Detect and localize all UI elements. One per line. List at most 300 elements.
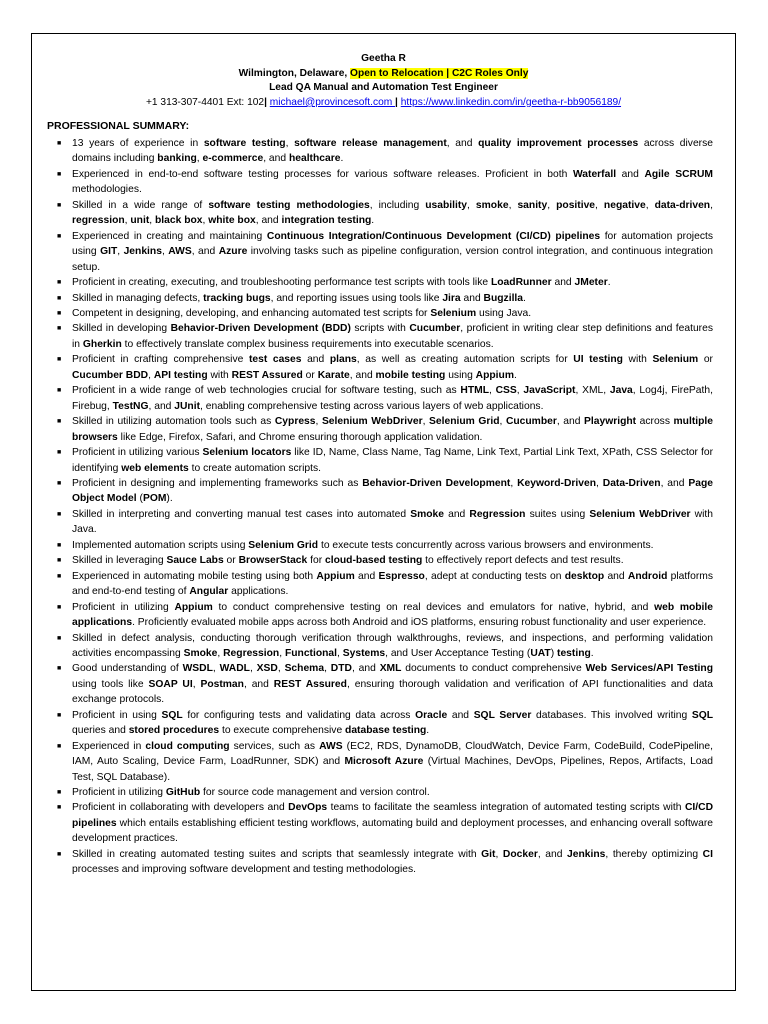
bullet-icon: ■ bbox=[57, 170, 62, 178]
summary-bullet bbox=[57, 414, 713, 445]
bullet-text: , bbox=[324, 663, 331, 675]
bullet-text: Regression bbox=[223, 647, 280, 659]
bullet-text: . Proficiently evaluated mobile apps across both Android and iOS platforms, ensuring robust functionality and user experience. bbox=[132, 617, 707, 629]
relocation-highlight: Open to Relocation | C2C Roles Only bbox=[350, 67, 529, 79]
bullet-text: WSDL bbox=[182, 663, 213, 675]
bullet-text: , bbox=[508, 199, 518, 211]
bullet-icon: ■ bbox=[57, 309, 62, 317]
bullet-text: Cucumber BDD bbox=[72, 369, 149, 381]
bullet-text: , bbox=[467, 199, 476, 211]
summary-bullet bbox=[57, 847, 713, 878]
bullet-text: unit bbox=[130, 215, 150, 227]
bullet-icon: ■ bbox=[57, 356, 62, 364]
summary-bullet bbox=[57, 306, 713, 321]
bullet-text: Cucumber bbox=[505, 416, 557, 428]
bullet-icon: ■ bbox=[57, 804, 62, 812]
bullet-text: . bbox=[523, 292, 526, 304]
bullet-text: , bbox=[279, 647, 285, 659]
bullet-text: usability bbox=[425, 199, 468, 211]
bullet-text: database testing bbox=[345, 725, 427, 737]
bullet-text: SQL Server bbox=[473, 709, 532, 721]
bullet-text: Selenium WebDriver bbox=[321, 416, 423, 428]
bullet-text: , and bbox=[148, 400, 175, 412]
bullet-text: with bbox=[622, 354, 653, 366]
bullet-text: and bbox=[443, 508, 470, 520]
summary-bullet bbox=[57, 229, 713, 275]
bullet-text: UAT bbox=[530, 647, 551, 659]
bullet-text: UI testing bbox=[573, 354, 623, 366]
bullet-text: ( bbox=[136, 493, 143, 505]
bullet-icon: ■ bbox=[57, 603, 62, 611]
bullet-text: , and bbox=[556, 416, 585, 428]
bullet-text: , bbox=[547, 199, 557, 211]
summary-bullet bbox=[57, 275, 713, 290]
bullet-text: web mobile applications bbox=[72, 601, 714, 629]
bullet-text: (EC2, RDS, DynamoDB, CloudWatch, Device Farm, CodeBuild, CodePipeline, IAM, Auto Scaling, Device Farm, LoadRunner, SDK) and bbox=[72, 740, 713, 768]
bullet-text: Good understanding of bbox=[72, 663, 183, 675]
bullet-text: . bbox=[371, 215, 375, 227]
bullet-text: to effectively translate complex business requirements into executable scenarios. bbox=[121, 338, 494, 350]
bullet-text: ). bbox=[166, 493, 173, 505]
bullet-text: healthcare bbox=[288, 153, 341, 165]
bullet-text: and bbox=[460, 292, 484, 304]
bullet-text: AWS bbox=[168, 246, 192, 258]
contact-line bbox=[31, 96, 736, 111]
bullet-icon: ■ bbox=[57, 279, 62, 287]
bullet-text: queries and bbox=[72, 725, 129, 737]
bullet-text: and bbox=[447, 709, 474, 721]
bullet-text: Proficient in using bbox=[72, 709, 162, 721]
bullet-text: , and bbox=[243, 678, 274, 690]
bullet-text: Karate bbox=[317, 369, 350, 381]
bullet-text: processes and improving software development and testing methodologies. bbox=[72, 864, 417, 876]
bullet-text: , bbox=[510, 477, 518, 489]
bullet-text: Cypress bbox=[274, 416, 316, 428]
bullet-text: software release management bbox=[294, 138, 447, 149]
resume-header bbox=[31, 52, 736, 110]
separator: | bbox=[395, 96, 401, 108]
bullet-text: using bbox=[445, 369, 476, 381]
bullet-text: Proficient in creating, executing, and troubleshooting performance test scripts with tools like bbox=[72, 277, 491, 289]
bullet-text: , bbox=[277, 663, 285, 675]
bullet-text: , and bbox=[351, 663, 380, 675]
bullet-text: , and bbox=[263, 153, 289, 165]
bullet-text: cloud computing bbox=[145, 740, 230, 752]
bullet-text: , bbox=[315, 416, 322, 428]
summary-bullet bbox=[57, 167, 713, 198]
bullet-text: like Edge, Firefox, Safari, and Chrome ensuring thorough application validation. bbox=[117, 431, 483, 443]
bullet-text: test cases bbox=[248, 354, 302, 366]
bullet-icon: ■ bbox=[57, 479, 62, 487]
bullet-text: Espresso bbox=[378, 570, 425, 582]
bullet-text: Schema bbox=[284, 663, 325, 675]
bullet-text: Appium bbox=[475, 369, 514, 381]
bullet-icon: ■ bbox=[57, 140, 62, 147]
bullet-text: Experienced in bbox=[72, 740, 146, 752]
bullet-text: POM bbox=[142, 493, 167, 505]
bullet-text: , bbox=[645, 199, 655, 211]
bullet-text: smoke bbox=[475, 199, 509, 211]
bullet-text: Waterfall bbox=[572, 168, 617, 180]
bullet-icon: ■ bbox=[57, 742, 62, 750]
bullet-text: tracking bugs bbox=[203, 292, 271, 304]
bullet-text: , and bbox=[537, 848, 568, 860]
bullet-text: , and bbox=[446, 138, 479, 149]
summary-bullet bbox=[57, 708, 713, 739]
bullet-text: , as well as creating automation scripts for bbox=[356, 354, 574, 366]
bullet-text: Proficient in utilizing various bbox=[72, 447, 203, 459]
bullet-text: for automation projects using bbox=[72, 230, 713, 258]
bullet-text: and bbox=[616, 168, 645, 180]
bullet-icon: ■ bbox=[57, 449, 62, 457]
bullet-text: or bbox=[698, 354, 713, 366]
bullet-text: black box bbox=[155, 215, 203, 227]
bullet-text: Selenium bbox=[430, 307, 477, 319]
bullet-text: Smoke bbox=[410, 508, 444, 520]
bullet-text: , bbox=[495, 848, 503, 860]
bullet-text: Cucumber bbox=[409, 323, 461, 335]
bullet-text: Skilled in interpreting and converting manual test cases into automated bbox=[72, 508, 411, 520]
bullet-text: or bbox=[302, 369, 318, 381]
bullet-text: Jenkins bbox=[567, 848, 606, 860]
bullet-text: , bbox=[516, 385, 524, 397]
bullet-icon: ■ bbox=[57, 294, 62, 302]
summary-bullet bbox=[57, 538, 713, 553]
phone-number: +1 313-307-4401 Ext: 102 bbox=[145, 96, 265, 108]
bullet-text: , and bbox=[255, 215, 282, 227]
bullet-text: Playwright bbox=[584, 416, 637, 428]
bullet-text: SQL bbox=[161, 709, 183, 721]
bullet-text: . bbox=[607, 277, 611, 289]
email-link[interactable]: michael@provincesoft.com bbox=[269, 96, 396, 108]
bullet-text: Skilled in defect analysis, conducting thorough verification through walkthroughs, reviews, and inspections, and performing validation activities encompassing bbox=[72, 632, 713, 659]
bullet-text: Implemented automation scripts using bbox=[72, 539, 249, 551]
bullet-text: Appium bbox=[316, 570, 355, 582]
bullet-text: , bbox=[202, 215, 209, 227]
summary-bullet bbox=[57, 321, 713, 352]
bullet-text: across diverse domains including bbox=[72, 138, 713, 165]
bullet-text: JavaScript bbox=[523, 385, 576, 397]
bullet-text: and bbox=[551, 277, 575, 289]
summary-bullet bbox=[57, 507, 713, 538]
bullet-text: , proficient in writing clear step definitions and features in bbox=[72, 323, 713, 350]
bullet-text: web elements bbox=[121, 462, 189, 474]
bullet-text: which entails establishing efficient testing workflows, automating build and deployment processes, and enhancing overall software development practices. bbox=[72, 817, 713, 845]
bullet-text: for bbox=[307, 555, 326, 567]
summary-bullet bbox=[57, 198, 713, 229]
bullet-text: involving tasks such as pipeline configuration, version control integration, and continuous integration setup. bbox=[72, 246, 713, 273]
bullet-text: Postman bbox=[200, 678, 244, 690]
bullet-text: Microsoft Azure bbox=[344, 756, 424, 768]
bullet-text: documents to conduct comprehensive bbox=[401, 663, 586, 675]
bullet-text: e-commerce bbox=[202, 153, 264, 165]
bullet-text: to execute comprehensive bbox=[219, 725, 346, 737]
bullet-text: SQL bbox=[691, 709, 714, 721]
bullet-text: , bbox=[488, 385, 496, 397]
bullet-text: REST Assured bbox=[273, 678, 347, 690]
bullet-text: , bbox=[499, 416, 506, 428]
bullet-text: and bbox=[354, 570, 379, 582]
bullet-text: Jira bbox=[442, 292, 461, 304]
bullet-text: white box bbox=[208, 215, 256, 227]
bullet-text: regression bbox=[72, 215, 125, 227]
bullet-icon: ■ bbox=[57, 510, 62, 518]
bullet-icon: ■ bbox=[57, 634, 62, 642]
bullet-text: DevOps bbox=[288, 802, 328, 814]
bullet-text: Competent in designing, developing, and enhancing automated test scripts for bbox=[72, 307, 431, 319]
bullet-icon: ■ bbox=[57, 711, 62, 719]
bullet-text: . bbox=[590, 647, 594, 659]
bullet-text: . bbox=[514, 369, 517, 381]
bullet-text: scripts with bbox=[350, 323, 410, 335]
bullet-text: plans bbox=[329, 354, 357, 366]
bullet-text: across bbox=[636, 416, 674, 428]
bullet-text: Skilled in leveraging bbox=[72, 555, 167, 567]
bullet-text: , bbox=[710, 199, 713, 211]
bullet-text: Proficient in collaborating with developers and bbox=[72, 802, 289, 814]
summary-bullet bbox=[57, 352, 713, 383]
bullet-text: Experienced in creating and maintaining bbox=[72, 230, 267, 242]
bullet-text: XML bbox=[379, 663, 402, 675]
bullet-text: HTML bbox=[460, 385, 489, 397]
bullet-text: Skilled in managing defects, bbox=[72, 292, 204, 304]
summary-bullet bbox=[57, 291, 713, 306]
bullet-text: , bbox=[212, 663, 220, 675]
bullet-text: , bbox=[124, 215, 131, 227]
bullet-text: stored procedures bbox=[128, 725, 220, 737]
bullet-text: services, such as bbox=[229, 740, 320, 752]
bullet-icon: ■ bbox=[57, 418, 62, 426]
bullet-text: , and bbox=[191, 246, 219, 258]
bullet-text: banking bbox=[157, 153, 197, 165]
bullet-text: negative bbox=[603, 199, 646, 211]
bullet-text: Docker bbox=[502, 848, 538, 860]
bullet-text: , bbox=[217, 647, 224, 659]
bullet-text: Proficient in utilizing bbox=[72, 787, 166, 799]
candidate-name: Geetha R bbox=[361, 53, 406, 64]
bullet-text: Skilled in a wide range of bbox=[72, 199, 209, 211]
bullet-text: , bbox=[196, 153, 203, 165]
bullet-text: Appium bbox=[174, 601, 213, 613]
summary-bullet bbox=[57, 785, 713, 800]
bullet-text: using tools like bbox=[72, 678, 149, 690]
bullet-text: , bbox=[117, 246, 124, 258]
summary-bullet bbox=[57, 136, 713, 167]
summary-bullet bbox=[57, 553, 713, 568]
bullet-text: Smoke bbox=[183, 647, 218, 659]
location-text: Wilmington, Delaware, bbox=[238, 67, 351, 79]
bullet-text: Keyword-Driven bbox=[517, 477, 597, 489]
bullet-text: , bbox=[161, 246, 169, 258]
bullet-text: , bbox=[595, 199, 604, 211]
bullet-text: , bbox=[285, 138, 295, 149]
bullet-text: with bbox=[207, 369, 232, 381]
bullet-text: Angular bbox=[189, 586, 229, 598]
bullet-text: Selenium locators bbox=[202, 447, 292, 459]
bullet-text: , adept at conducting tests on bbox=[424, 570, 565, 582]
bullet-text: , enabling comprehensive testing across various layers of web applications. bbox=[200, 400, 544, 412]
summary-list bbox=[57, 136, 713, 878]
bullet-text: like ID, Name, Class Name, Tag Name, Link Text, Partial Link Text, XPath, CSS Selector for identifying bbox=[72, 447, 713, 474]
bullet-text: positive bbox=[556, 199, 596, 211]
bullet-text: integration testing bbox=[281, 215, 372, 227]
bullet-text: Proficient in crafting comprehensive bbox=[72, 354, 249, 366]
bullet-text: teams to facilitate the seamless integration of automated testing scripts with bbox=[327, 802, 685, 814]
bullet-text: SOAP UI bbox=[148, 678, 193, 690]
bullet-icon: ■ bbox=[57, 557, 62, 565]
bullet-text: Experienced in end-to-end software testing processes for various software releases. Proficient in both bbox=[72, 168, 573, 180]
bullet-text: REST Assured bbox=[231, 369, 303, 381]
bullet-text: , including bbox=[369, 199, 426, 211]
bullet-text: Gherkin bbox=[82, 338, 122, 350]
bullet-text: Functional bbox=[284, 647, 338, 659]
bullet-text: Skilled in utilizing automation tools such as bbox=[72, 416, 275, 428]
bullet-text: quality improvement processes bbox=[478, 138, 639, 149]
summary-bullet bbox=[57, 569, 713, 600]
bullet-text: , bbox=[249, 663, 257, 675]
bullet-text: Android bbox=[627, 570, 668, 582]
bullet-text: XSD bbox=[256, 663, 278, 675]
bullet-text: Agile SCRUM bbox=[644, 168, 713, 180]
bullet-text: CI bbox=[702, 848, 713, 860]
bullet-text: WADL bbox=[219, 663, 250, 675]
bullet-text: applications. bbox=[228, 586, 289, 598]
summary-bullet bbox=[57, 445, 713, 476]
bullet-icon: ■ bbox=[57, 789, 62, 797]
bullet-text: Sauce Labs bbox=[166, 555, 224, 567]
bullet-text: Data-Driven bbox=[602, 477, 661, 489]
bullet-text: DTD bbox=[330, 663, 352, 675]
bullet-icon: ■ bbox=[57, 665, 62, 673]
bullet-text: suites using bbox=[525, 508, 590, 520]
bullet-text: Oracle bbox=[415, 709, 448, 721]
bullet-text: desktop bbox=[564, 570, 605, 582]
bullet-text: , and reporting issues using tools like bbox=[270, 292, 443, 304]
summary-bullet bbox=[57, 631, 713, 662]
bullet-text: Behavior-Driven Development (BDD) bbox=[170, 323, 351, 335]
linkedin-link[interactable]: https://www.linkedin.com/in/geetha-r-bb9056189/ bbox=[400, 96, 622, 108]
bullet-text: , and User Acceptance Testing ( bbox=[385, 647, 531, 659]
bullet-text: Selenium Grid bbox=[248, 539, 319, 551]
bullet-text: , bbox=[149, 215, 155, 227]
bullet-icon: ■ bbox=[57, 572, 62, 580]
bullet-text: for source code management and version control. bbox=[200, 787, 430, 799]
bullet-text: Java bbox=[609, 385, 633, 397]
bullet-text: testing bbox=[557, 647, 591, 659]
bullet-text: GitHub bbox=[165, 787, 201, 799]
bullet-icon: ■ bbox=[57, 850, 62, 858]
bullet-text: and bbox=[301, 354, 330, 366]
bullet-text: Regression bbox=[469, 508, 526, 520]
bullet-text: sanity bbox=[517, 199, 548, 211]
bullet-text: data-driven bbox=[654, 199, 711, 211]
bullet-text: Selenium WebDriver bbox=[589, 508, 691, 520]
bullet-text: to effectively report defects and test results. bbox=[422, 555, 624, 567]
bullet-text: , bbox=[192, 678, 201, 690]
bullet-text: , and bbox=[660, 477, 689, 489]
summary-bullet bbox=[57, 383, 713, 414]
summary-bullet bbox=[57, 476, 713, 507]
bullet-text: mobile testing bbox=[375, 369, 446, 381]
bullet-text: JUnit bbox=[174, 400, 201, 412]
summary-bullet bbox=[57, 739, 713, 785]
bullet-text: 13 years of experience in bbox=[72, 138, 204, 149]
bullet-text: AWS bbox=[319, 740, 343, 752]
bullet-text: API testing bbox=[153, 369, 208, 381]
bullet-text: , and bbox=[349, 369, 376, 381]
bullet-text: JMeter bbox=[574, 277, 608, 289]
bullet-text: , ensuring thorough validation and verification of API functionalities and data exchange protocols. bbox=[72, 678, 714, 706]
bullet-text: . bbox=[340, 153, 344, 165]
bullet-icon: ■ bbox=[57, 387, 62, 395]
bullet-text: Experienced in automating mobile testing using both bbox=[72, 570, 317, 582]
bullet-icon: ■ bbox=[57, 541, 62, 549]
bullet-text: databases. This involved writing bbox=[531, 709, 692, 721]
bullet-text: Proficient in a wide range of web technologies crucial for software testing, such as bbox=[72, 385, 461, 397]
bullet-icon: ■ bbox=[57, 232, 62, 240]
bullet-text: and bbox=[604, 570, 628, 582]
bullet-text: Bugzilla bbox=[483, 292, 524, 304]
bullet-text: to conduct comprehensive testing on real devices and emulators for native, hybrid, and bbox=[212, 601, 655, 613]
bullet-text: Skilled in creating automated testing suites and scripts that seamlessly integrate with bbox=[72, 848, 482, 860]
bullet-text: Proficient in utilizing bbox=[72, 601, 175, 613]
bullet-text: BrowserStack bbox=[238, 555, 308, 567]
bullet-text: Systems bbox=[342, 647, 386, 659]
bullet-text: Jenkins bbox=[123, 246, 162, 258]
bullet-text: platforms and end-to-end testing of bbox=[72, 570, 714, 598]
bullet-text: , XML, bbox=[575, 385, 610, 397]
bullet-text: CI/CD pipelines bbox=[72, 802, 714, 829]
location-line bbox=[31, 67, 736, 82]
summary-bullet bbox=[57, 600, 713, 631]
bullet-text: multiple browsers bbox=[72, 416, 714, 443]
bullet-text: Page Object Model bbox=[72, 477, 713, 505]
bullet-text: software testing bbox=[203, 138, 286, 149]
bullet-text: Continuous Integration/Continuous Development (CI/CD) pipelines bbox=[266, 230, 601, 242]
summary-bullet bbox=[57, 661, 713, 707]
bullet-text: Skilled in developing bbox=[72, 323, 171, 335]
summary-bullet bbox=[57, 800, 713, 846]
bullet-icon: ■ bbox=[57, 201, 62, 209]
bullet-text: TestNG bbox=[112, 400, 149, 412]
bullet-text: Selenium Grid bbox=[429, 416, 500, 428]
separator: | bbox=[264, 96, 270, 108]
bullet-text: (Virtual Machines, DevOps, Pipelines, Repos, Artifacts, Load Test, SQL Database). bbox=[72, 756, 713, 783]
bullet-text: software testing methodologies bbox=[208, 199, 370, 211]
bullet-text: Web Services/API Testing bbox=[585, 663, 713, 675]
bullet-text: , bbox=[337, 647, 343, 659]
bullet-text: with Java. bbox=[72, 508, 713, 536]
bullet-text: or bbox=[223, 555, 239, 567]
section-heading: PROFESSIONAL SUMMARY: bbox=[47, 120, 190, 132]
bullet-text: , bbox=[148, 369, 154, 381]
bullet-text: using Java. bbox=[476, 307, 532, 319]
job-title: Lead QA Manual and Automation Test Engineer bbox=[269, 82, 498, 94]
bullet-text: Behavior-Driven Development bbox=[362, 477, 511, 489]
bullet-text: Git bbox=[481, 848, 496, 860]
bullet-text: . bbox=[426, 725, 430, 737]
bullet-text: to create automation scripts. bbox=[188, 462, 321, 474]
bullet-text: CSS bbox=[495, 385, 517, 397]
bullet-text: for configuring tests and validating data across bbox=[182, 709, 416, 721]
bullet-text: , Log4j, FirePath, Firebug, bbox=[72, 385, 713, 412]
bullet-text: Proficient in designing and implementing frameworks such as bbox=[72, 477, 363, 489]
bullet-text: cloud-based testing bbox=[325, 555, 423, 567]
bullet-text: , bbox=[596, 477, 603, 489]
bullet-text: LoadRunner bbox=[490, 277, 552, 289]
bullet-text: , bbox=[422, 416, 430, 428]
bullet-icon: ■ bbox=[57, 325, 62, 333]
